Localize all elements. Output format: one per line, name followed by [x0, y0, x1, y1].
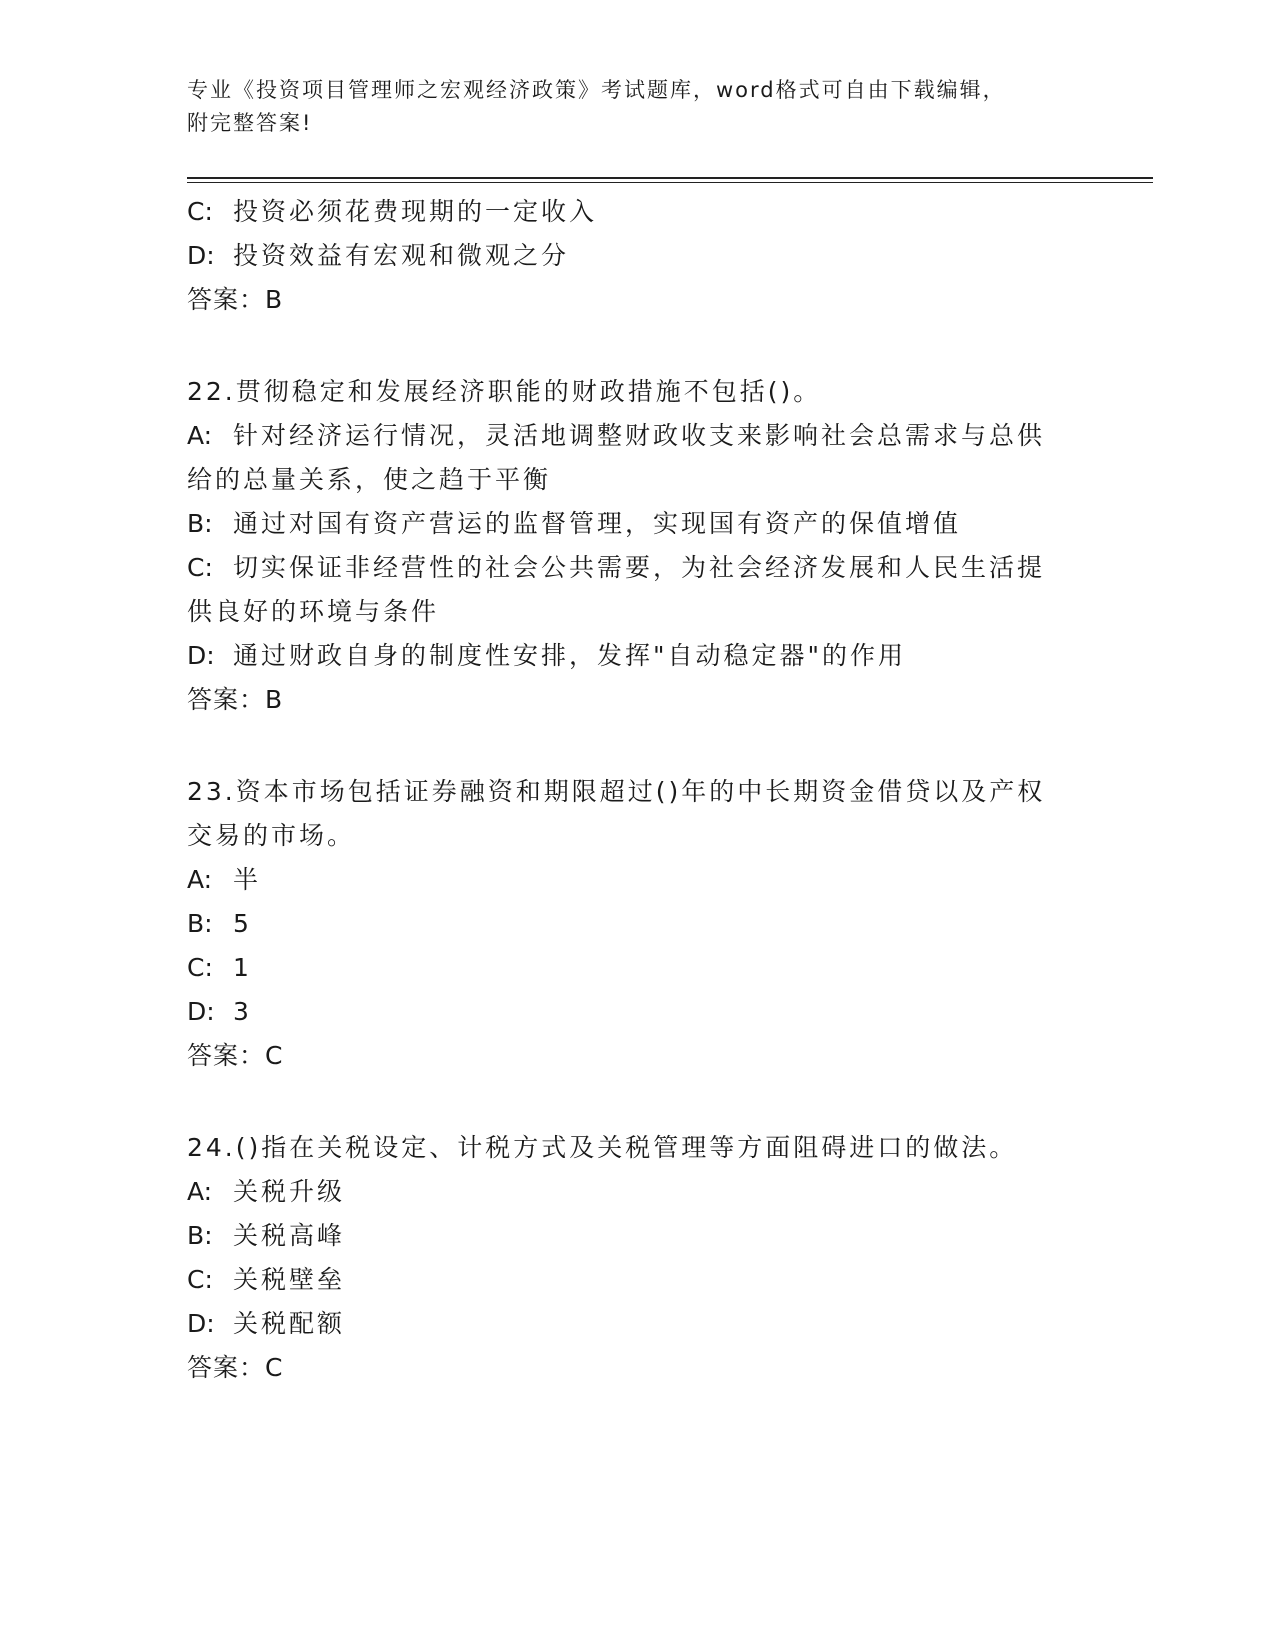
header-line-2: 附完整答案! [187, 111, 313, 135]
option-text: 1 [233, 953, 252, 982]
option-text: 投资效益有宏观和微观之分 [233, 241, 570, 270]
option-text: 切实保证非经营性的社会公共需要，为社会经济发展和人民生活提 [233, 553, 1046, 582]
answer-line: 答案：C [187, 1041, 284, 1070]
option-text: 关税高峰 [233, 1221, 346, 1250]
header-rule-thin [187, 182, 1153, 183]
option-key: C: [187, 1265, 213, 1294]
option-text: 针对经济运行情况，灵活地调整财政收支来影响社会总需求与总供 [233, 421, 1046, 450]
option-key: A: [187, 421, 213, 450]
question-stem-continued: 交易的市场。 [187, 821, 356, 850]
option-text: 投资必须花费现期的一定收入 [233, 197, 598, 226]
document-header [187, 74, 1087, 140]
option-c [187, 546, 1087, 590]
question-stem: 24.()指在关税设定、计税方式及关税管理等方面阻碍进口的做法。 [187, 1133, 1018, 1162]
header-rule-thick [187, 177, 1153, 179]
option-text: 关税壁垒 [233, 1265, 346, 1294]
option-c [187, 190, 1087, 234]
option-c [187, 946, 1087, 990]
option-d [187, 234, 1087, 278]
option-c-continued: 供良好的环境与条件 [187, 597, 440, 626]
option-key: D: [187, 997, 215, 1026]
answer-line: 答案：B [187, 685, 284, 714]
option-a-continued: 给的总量关系，使之趋于平衡 [187, 465, 552, 494]
spacer [187, 1078, 1087, 1126]
option-b [187, 902, 1087, 946]
option-text: 关税配额 [233, 1309, 346, 1338]
option-text: 3 [233, 997, 252, 1026]
option-c [187, 1258, 1087, 1302]
option-key: C: [187, 197, 213, 226]
option-d [187, 634, 1087, 678]
option-text: 半 [233, 865, 262, 894]
question-22 [187, 370, 1087, 722]
option-a [187, 858, 1087, 902]
option-text: 通过对国有资产营运的监督管理，实现国有资产的保值增值 [233, 509, 962, 538]
question-24 [187, 1126, 1087, 1390]
option-key: C: [187, 553, 213, 582]
answer-line: 答案：B [187, 285, 284, 314]
option-key: B: [187, 1221, 213, 1250]
answer-line: 答案：C [187, 1353, 284, 1382]
option-key: D: [187, 1309, 215, 1338]
header-line-1: 专业《投资项目管理师之宏观经济政策》考试题库，word格式可自由下载编辑， [187, 78, 1006, 102]
option-key: B: [187, 909, 213, 938]
option-b [187, 1214, 1087, 1258]
option-key: D: [187, 641, 215, 670]
option-key: B: [187, 509, 213, 538]
option-d [187, 990, 1087, 1034]
option-a [187, 1170, 1087, 1214]
spacer [187, 722, 1087, 770]
question-23 [187, 770, 1087, 1078]
option-key: A: [187, 1177, 213, 1206]
option-key: D: [187, 241, 215, 270]
option-a [187, 414, 1087, 458]
option-text: 关税升级 [233, 1177, 346, 1206]
option-key: C: [187, 953, 213, 982]
option-text: 通过财政自身的制度性安排，发挥"自动稳定器"的作用 [233, 641, 907, 670]
question-21 [187, 190, 1087, 322]
question-list [187, 190, 1087, 1390]
option-text: 5 [233, 909, 252, 938]
option-key: A: [187, 865, 213, 894]
spacer [187, 322, 1087, 370]
question-stem: 22.贯彻稳定和发展经济职能的财政措施不包括()。 [187, 377, 822, 406]
option-b [187, 502, 1087, 546]
question-stem: 23.资本市场包括证券融资和期限超过()年的中长期资金借贷以及产权 [187, 777, 1046, 806]
option-d [187, 1302, 1087, 1346]
